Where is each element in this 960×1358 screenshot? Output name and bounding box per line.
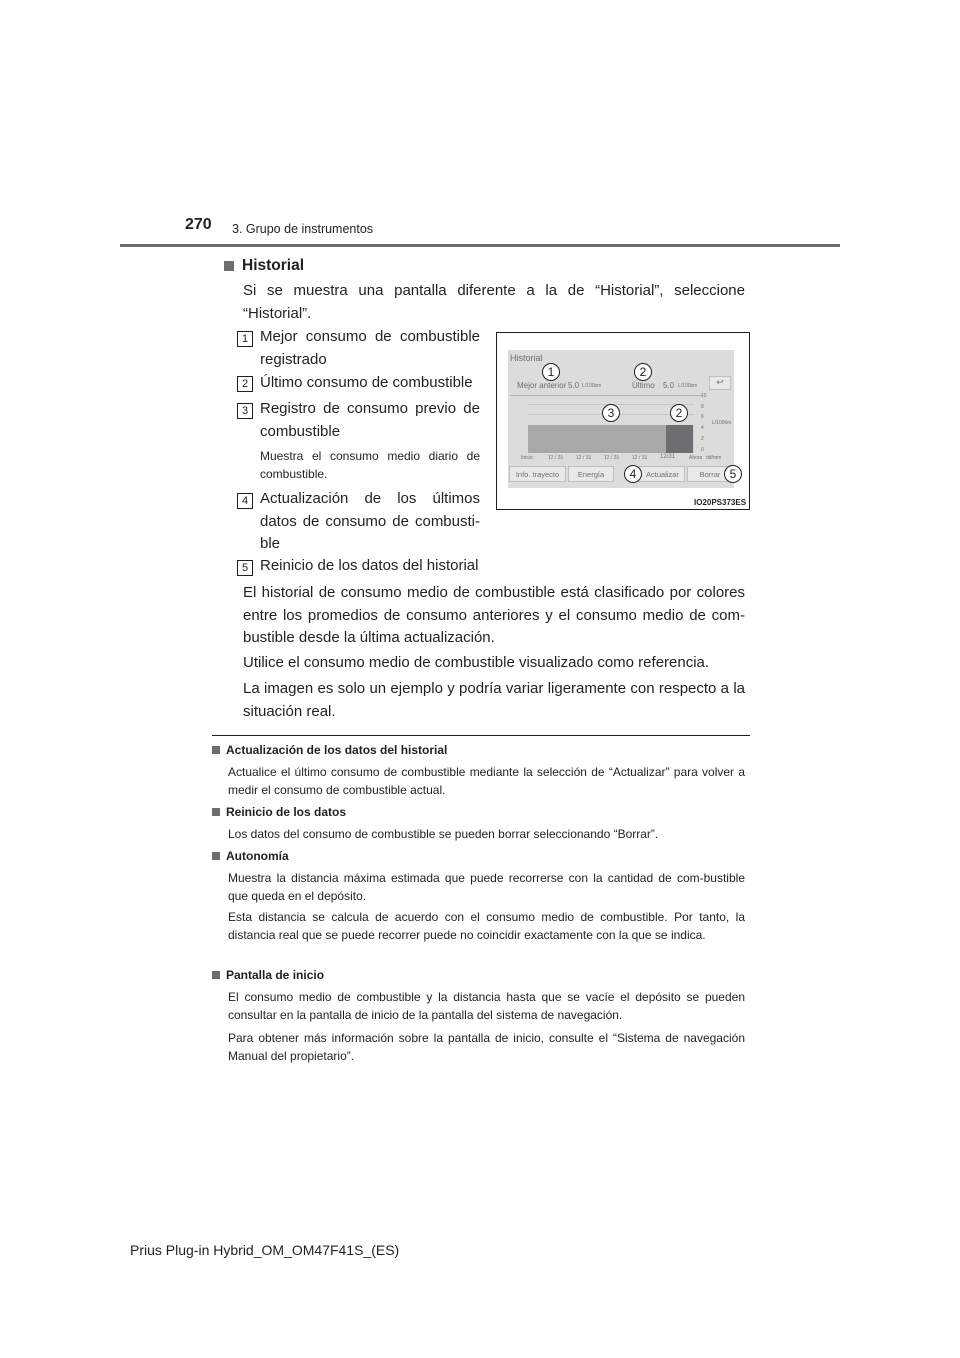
note-paragraph: Los datos del consumo de combustible se pueden borrar seleccionando “Borrar”. [228, 827, 659, 841]
item-number-5: 5 [237, 560, 253, 576]
callout-4: 4 [624, 465, 642, 483]
item-number-2: 2 [237, 376, 253, 392]
callout-2b: 2 [670, 404, 688, 422]
note-heading-home [212, 968, 324, 982]
x-label: dd/mm [706, 455, 722, 461]
note-paragraph: Esta distancia se calcula de acuerdo con el consumo medio de combustible. Por tanto, la distancia real que se puede recorrer puede no coincidir exactamente con la que se indica. [228, 910, 745, 942]
history-bar [611, 425, 639, 453]
note-paragraph: El consumo medio de combustible y la distancia hasta que se vacíe el depósito se pueden consultar en la pantalla de inicio de la pantalla del sistema de navegación. [228, 990, 745, 1022]
header-rule [120, 244, 840, 247]
note-title: Autonomía [226, 849, 289, 863]
callout-1: 1 [542, 363, 560, 381]
page-number: 270 [185, 216, 212, 233]
paragraph-example: La imagen es solo un ejemplo y podría variar ligeramente con respecto a la situación real. [243, 680, 745, 720]
section-title: Historial [242, 257, 305, 274]
x-label: Inicio [521, 455, 533, 461]
best-unit: L/100km [582, 383, 602, 389]
note-paragraph: Actualice el último consumo de combustible mediante la selección de “Actualizar” para volver a medir el consumo de combustible actual. [228, 765, 745, 797]
header-divider [510, 395, 702, 396]
square-bullet-icon [212, 808, 220, 816]
note-heading-reset [212, 805, 346, 819]
square-bullet-icon [212, 971, 220, 979]
last-value: 5.0 [663, 381, 675, 390]
axis-tick: 10 [701, 393, 707, 399]
history-bar-current [666, 425, 694, 453]
item-2-text: Último consumo de combustible [260, 374, 473, 391]
best-value: 5.0 [568, 381, 580, 390]
item-1-text: Mejor consumo de combustible registrado [260, 328, 480, 368]
x-label: 12 / 31 [604, 455, 620, 461]
note-paragraph: Para obtener más información sobre la pantalla de inicio, consulte el “Sistema de navegación Manual del propietario”. [228, 1031, 745, 1063]
axis-tick: 4 [701, 425, 704, 431]
item-3-subtext: Muestra el consumo medio diario de combustible. [260, 449, 480, 481]
note-title: Pantalla de inicio [226, 968, 325, 982]
item-number-1: 1 [237, 331, 253, 347]
square-bullet-icon [224, 261, 234, 271]
history-bar [638, 425, 667, 453]
axis-tick: 8 [701, 404, 704, 410]
axis-tick: 0 [701, 447, 704, 453]
footer-manual-id: Prius Plug-in Hybrid_OM_OM47F41S_(ES) [130, 1242, 400, 1258]
notes-rule [212, 735, 750, 736]
paragraph-reference: Utilice el consumo medio de combustible visualizado como referencia. [243, 654, 710, 671]
item-5-text: Reinicio de los datos del historial [260, 557, 479, 574]
note-heading-range [212, 849, 289, 863]
callout-5: 5 [724, 465, 742, 483]
last-unit: L/100km [678, 383, 698, 389]
note-heading-update [212, 743, 447, 757]
history-bar [528, 425, 557, 453]
x-label: Ahora [689, 455, 703, 461]
best-label: Mejor anterior [517, 381, 567, 390]
note-paragraph: Muestra la distancia máxima estimada que puede recorrerse con la cantidad de com-bustible que queda en el depósito. [228, 871, 745, 903]
item-4-text: Actualización de los últimos datos de consumo de combusti-ble [260, 490, 480, 552]
figure-code: IO20PS373ES [694, 498, 747, 507]
section-intro: Si se muestra una pantalla diferente a la de “Historial”, seleccione “Historial”. [243, 282, 745, 322]
callout-3: 3 [602, 404, 620, 422]
item-number-4: 4 [237, 493, 253, 509]
x-label: 12/31 [660, 454, 676, 460]
item-number-3: 3 [237, 403, 253, 419]
item-3-text: Registro de consumo previo de combustible [260, 400, 480, 440]
chapter-title: 3. Grupo de instrumentos [232, 222, 374, 236]
history-bar [556, 425, 585, 453]
update-button[interactable]: Actualizar [630, 466, 685, 482]
paragraph-color-coding: El historial de consumo medio de combustible está clasificado por colores entre los promedios de consumo anteriores y el consumo medio de com-bustible desde la última actualización. [243, 584, 745, 646]
history-bar [584, 425, 612, 453]
callout-2: 2 [634, 363, 652, 381]
section-heading [224, 257, 304, 275]
x-label: 12 / 31 [576, 455, 592, 461]
return-arrow-icon[interactable]: ↩ [709, 376, 731, 390]
square-bullet-icon [212, 852, 220, 860]
axis-unit: L/100km [712, 420, 732, 426]
last-label: Último [632, 381, 655, 390]
clear-button[interactable]: Borrar [687, 466, 733, 482]
screen-title: Historial [510, 353, 543, 363]
note-title: Reinicio de los datos [226, 805, 347, 819]
energy-button[interactable]: Energía [568, 466, 614, 482]
x-label: 12 / 31 [632, 455, 648, 461]
trip-info-button[interactable]: Info. trayecto [509, 466, 566, 482]
x-label: 12 / 31 [548, 455, 564, 461]
axis-tick: 2 [701, 436, 704, 442]
square-bullet-icon [212, 746, 220, 754]
axis-tick: 6 [701, 414, 704, 420]
note-title: Actualización de los datos del historial [226, 743, 448, 757]
